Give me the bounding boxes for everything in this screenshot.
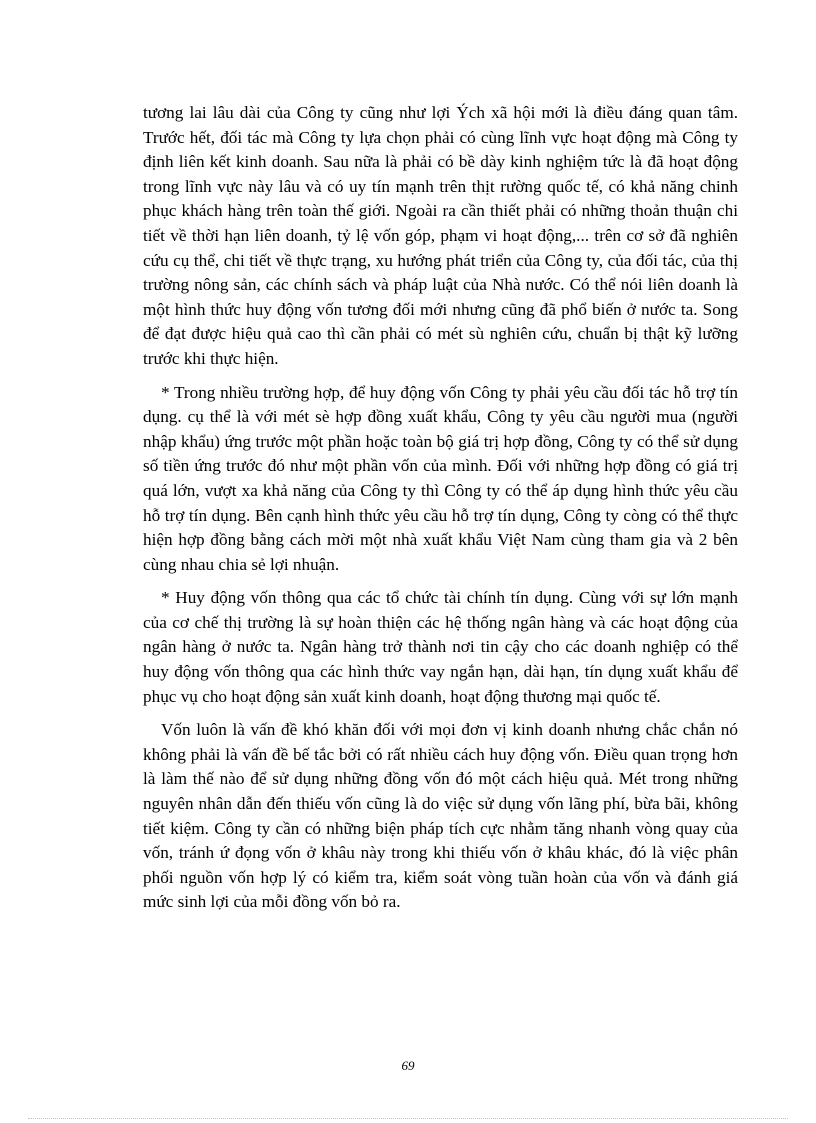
- body-text: [143, 101, 738, 915]
- paragraph-credit-support: * Trong nhiều trường hợp, để huy động vốn Công ty phải yêu cầu đối tác hỗ trợ tín dụng. cụ thể là với mét sè hợp đồng xuất khẩu, Công ty yêu cầu người mua (người nhập khẩu) ứng trước một phần hoặc toàn bộ giá trị hợp đồng, Công ty có thể sử dụng số tiền ứng trước đó như một phần vốn của mình. Đối với những hợp đồng có giá trị quá lớn, vượt xa khả năng của Công ty thì Công ty có thể áp dụng hình thức yêu cầu hỗ trợ tín dụng. Bên cạnh hình thức yêu cầu hỗ trợ tín dụng, Công ty còng có thể thực hiện hợp đồng bằng cách mời một nhà xuất khẩu Việt Nam cùng tham gia và 2 bên cùng nhau chia sẻ lợi nhuận.: [143, 382, 738, 574]
- paragraph-joint-venture-continued: tương lai lâu dài của Công ty cũng như lợi Ých xã hội mới là điều đáng quan tâm. Trước hết, đối tác mà Công ty lựa chọn phải có cùng lĩnh vực hoạt động mà Công ty định liên kết kinh doanh. Sau nữa là phải có bề dày kinh nghiệm tức là đã hoạt động trong lĩnh vực này lâu và có uy tín mạnh trên thịt rường quốc tế, có khả năng chinh phục khách hàng trên toàn thế giới. Ngoài ra cần thiết phải có những thoản thuận chi tiết về thời hạn liên doanh, tỷ lệ vốn góp, phạm vi hoạt động,... trên cơ sở đã nghiên cứu cụ thể, chi tiết về thực trạng, xu hướng phát triển của Công ty, của đối tác, của thị trường nông sản, các chính sách và pháp luật của Nhà nước. Có thể nói liên doanh là một hình thức huy động vốn tương đối mới nhưng cũng đã phổ biến ở nước ta. Song để đạt được hiệu quả cao thì cần phải có mét sù nghiên cứu, chuẩn bị thật kỹ lưỡng trước khi thực hiện.: [143, 103, 738, 368]
- footer-divider: [28, 1118, 788, 1119]
- paragraph-financial-institutions: * Huy động vốn thông qua các tổ chức tài chính tín dụng. Cùng với sự lớn mạnh của cơ chế thị trường là sự hoàn thiện các hệ thống ngân hàng và các hoạt động của ngân hàng ở nước ta. Ngân hàng trở thành nơi tin cậy cho các doanh nghiệp có thể huy động vốn thông qua các hình thức vay ngắn hạn, dài hạn, tín dụng xuất khẩu để phục vụ cho hoạt động sản xuất kinh doanh, hoạt động thương mại quốc tế.: [143, 588, 738, 706]
- paragraph-capital-usage: Vốn luôn là vấn đề khó khăn đối với mọi đơn vị kinh doanh nhưng chắc chắn nó không phải là vấn đề bế tắc bởi có rất nhiều cách huy động vốn. Điều quan trọng hơn là làm thế nào để sử dụng những đồng vốn đó một cách hiệu quả. Mét trong những nguyên nhân dẫn đến thiếu vốn cũng là do việc sử dụng vốn lãng phí, bừa bãi, không tiết kiệm. Công ty cần có những biện pháp tích cực nhằm tăng nhanh vòng quay của vốn, tránh ứ đọng vốn ở khâu này trong khi thiếu vốn ở khâu khác, đó là việc phân phối nguồn vốn hợp lý có kiểm tra, kiểm soát vòng tuần hoàn của vốn và đánh giá mức sinh lợi của mỗi đồng vốn bỏ ra.: [143, 720, 738, 912]
- page-number: 69: [401, 1058, 415, 1073]
